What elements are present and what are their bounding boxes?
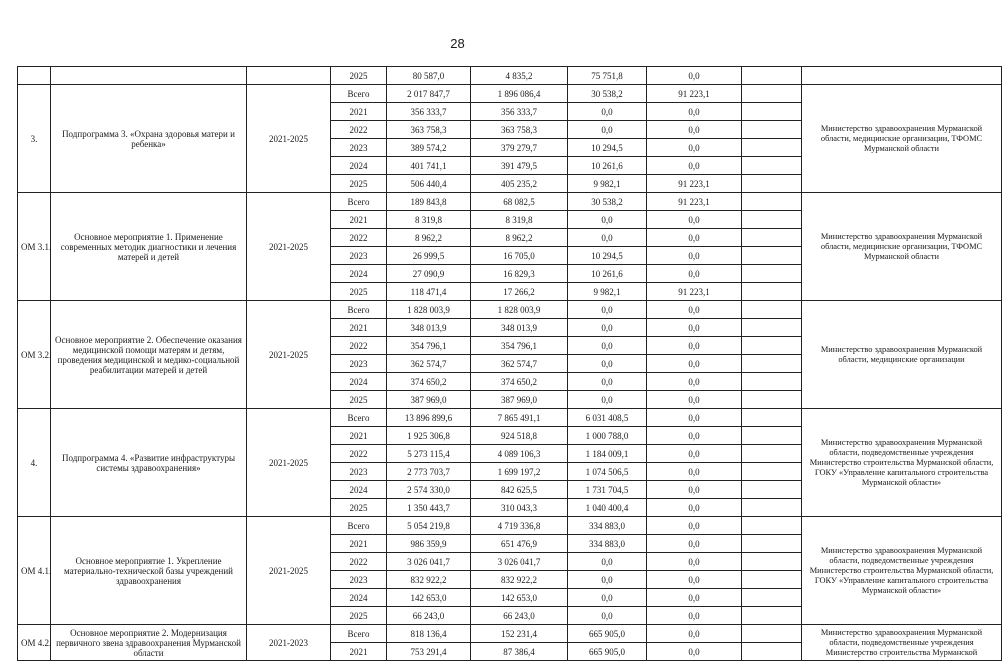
year-cell: Всего xyxy=(331,85,387,103)
amount-local: 0,0 xyxy=(647,499,742,517)
amount-local: 0,0 xyxy=(647,391,742,409)
amount-regional: 651 476,9 xyxy=(471,535,568,553)
item-name xyxy=(51,67,247,85)
amount-total: 80 587,0 xyxy=(387,67,471,85)
item-number: ОМ 4.2. xyxy=(18,625,51,661)
amount-local: 91 223,1 xyxy=(647,193,742,211)
amount-total: 389 574,2 xyxy=(387,139,471,157)
amount-other xyxy=(742,607,802,625)
amount-other xyxy=(742,85,802,103)
item-number: 3. xyxy=(18,85,51,193)
amount-federal: 0,0 xyxy=(568,121,647,139)
amount-total: 354 796,1 xyxy=(387,337,471,355)
item-executors: Министерство здравоохранения Мурманской области, подведомственные учреждения Министерство строительства Мурманской области, ГОКУ «Управление капитального строительства Мурманской области» xyxy=(802,409,1002,517)
page-number: 28 xyxy=(450,36,465,51)
table-row xyxy=(18,85,1002,103)
amount-regional: 1 896 086,4 xyxy=(471,85,568,103)
amount-other xyxy=(742,103,802,121)
amount-local: 91 223,1 xyxy=(647,85,742,103)
amount-federal: 10 261,6 xyxy=(568,265,647,283)
amount-other xyxy=(742,445,802,463)
amount-total: 1 828 003,9 xyxy=(387,301,471,319)
amount-total: 362 574,7 xyxy=(387,355,471,373)
year-cell: 2024 xyxy=(331,589,387,607)
item-name: Основное мероприятие 1. Укрепление материально-технической базы учреждений здравоохранения xyxy=(51,517,247,625)
year-cell: 2025 xyxy=(331,67,387,85)
year-cell: 2022 xyxy=(331,121,387,139)
year-cell: 2022 xyxy=(331,445,387,463)
amount-local: 0,0 xyxy=(647,607,742,625)
amount-federal: 0,0 xyxy=(568,337,647,355)
amount-regional: 310 043,3 xyxy=(471,499,568,517)
amount-federal: 10 261,6 xyxy=(568,157,647,175)
amount-other xyxy=(742,229,802,247)
amount-other xyxy=(742,337,802,355)
amount-federal: 0,0 xyxy=(568,301,647,319)
amount-local: 0,0 xyxy=(647,157,742,175)
amount-regional: 16 829,3 xyxy=(471,265,568,283)
amount-other xyxy=(742,247,802,265)
amount-federal: 665 905,0 xyxy=(568,625,647,643)
amount-local: 0,0 xyxy=(647,139,742,157)
amount-total: 118 471,4 xyxy=(387,283,471,301)
year-cell: Всего xyxy=(331,301,387,319)
year-cell: 2021 xyxy=(331,319,387,337)
table-row xyxy=(18,301,1002,319)
amount-federal: 0,0 xyxy=(568,355,647,373)
amount-local: 0,0 xyxy=(647,571,742,589)
amount-federal: 0,0 xyxy=(568,211,647,229)
amount-regional: 68 082,5 xyxy=(471,193,568,211)
amount-total: 2 773 703,7 xyxy=(387,463,471,481)
amount-other xyxy=(742,409,802,427)
amount-total: 5 054 219,8 xyxy=(387,517,471,535)
amount-other xyxy=(742,157,802,175)
amount-regional: 391 479,5 xyxy=(471,157,568,175)
amount-local: 0,0 xyxy=(647,103,742,121)
item-executors: Министерство здравоохранения Мурманской области, медицинские организации xyxy=(802,301,1002,409)
item-name: Подпрограмма 3. «Охрана здоровья матери и ребенка» xyxy=(51,85,247,193)
amount-total: 506 440,4 xyxy=(387,175,471,193)
table-row xyxy=(18,625,1002,643)
amount-local: 0,0 xyxy=(647,409,742,427)
amount-other xyxy=(742,391,802,409)
amount-regional: 924 518,8 xyxy=(471,427,568,445)
amount-regional: 152 231,4 xyxy=(471,625,568,643)
amount-federal: 0,0 xyxy=(568,229,647,247)
amount-total: 13 896 899,6 xyxy=(387,409,471,427)
item-number: ОМ 4.1. xyxy=(18,517,51,625)
amount-local: 0,0 xyxy=(647,427,742,445)
amount-regional: 17 266,2 xyxy=(471,283,568,301)
amount-other xyxy=(742,175,802,193)
amount-local: 0,0 xyxy=(647,121,742,139)
amount-local: 91 223,1 xyxy=(647,175,742,193)
year-cell: 2023 xyxy=(331,139,387,157)
amount-regional: 16 705,0 xyxy=(471,247,568,265)
amount-other xyxy=(742,553,802,571)
year-cell: 2022 xyxy=(331,337,387,355)
amount-federal: 1 040 400,4 xyxy=(568,499,647,517)
amount-other xyxy=(742,481,802,499)
item-period: 2021-2025 xyxy=(247,517,331,625)
amount-local: 0,0 xyxy=(647,67,742,85)
year-cell: 2022 xyxy=(331,229,387,247)
amount-local: 0,0 xyxy=(647,553,742,571)
year-cell: 2024 xyxy=(331,157,387,175)
item-executors: Министерство здравоохранения Мурманской области, медицинские организации, ТФОМС Мурманской области xyxy=(802,193,1002,301)
amount-local: 91 223,1 xyxy=(647,283,742,301)
amount-regional: 842 625,5 xyxy=(471,481,568,499)
item-executors: Министерство здравоохранения Мурманской области, подведомственные учреждения Министерство строительства Мурманской области, ГОКУ «Управление капитального строительства Мурманской области» xyxy=(802,517,1002,625)
amount-total: 348 013,9 xyxy=(387,319,471,337)
year-cell: 2021 xyxy=(331,535,387,553)
amount-local: 0,0 xyxy=(647,229,742,247)
amount-other xyxy=(742,355,802,373)
amount-total: 2 574 330,0 xyxy=(387,481,471,499)
amount-regional: 356 333,7 xyxy=(471,103,568,121)
year-cell: 2025 xyxy=(331,175,387,193)
amount-other xyxy=(742,643,802,661)
year-cell: 2025 xyxy=(331,391,387,409)
amount-total: 401 741,1 xyxy=(387,157,471,175)
amount-total: 818 136,4 xyxy=(387,625,471,643)
amount-federal: 0,0 xyxy=(568,553,647,571)
table-row xyxy=(18,67,1002,85)
item-number xyxy=(18,67,51,85)
amount-other xyxy=(742,319,802,337)
amount-total: 1 350 443,7 xyxy=(387,499,471,517)
amount-total: 3 026 041,7 xyxy=(387,553,471,571)
item-period: 2021-2025 xyxy=(247,85,331,193)
item-period: 2021-2025 xyxy=(247,409,331,517)
amount-federal: 0,0 xyxy=(568,319,647,337)
amount-regional: 8 319,8 xyxy=(471,211,568,229)
amount-other xyxy=(742,571,802,589)
year-cell: 2023 xyxy=(331,571,387,589)
amount-regional: 348 013,9 xyxy=(471,319,568,337)
amount-federal: 6 031 408,5 xyxy=(568,409,647,427)
amount-other xyxy=(742,67,802,85)
amount-federal: 665 905,0 xyxy=(568,643,647,661)
item-name: Основное мероприятие 2. Обеспечение оказания медицинской помощи матерям и детям, проведения медицинской и медико-социальной реабилитации матерей и детей xyxy=(51,301,247,409)
amount-local: 0,0 xyxy=(647,247,742,265)
amount-regional: 4 719 336,8 xyxy=(471,517,568,535)
amount-other xyxy=(742,265,802,283)
amount-federal: 1 731 704,5 xyxy=(568,481,647,499)
item-executors: Министерство здравоохранения Мурманской области, подведомственные учреждения Министерство строительства Мурманской xyxy=(802,625,1002,661)
amount-total: 189 843,8 xyxy=(387,193,471,211)
year-cell: 2023 xyxy=(331,463,387,481)
item-name: Подпрограмма 4. «Развитие инфраструктуры системы здравоохранения» xyxy=(51,409,247,517)
year-cell: 2021 xyxy=(331,103,387,121)
table-row xyxy=(18,193,1002,211)
amount-federal: 30 538,2 xyxy=(568,85,647,103)
amount-total: 26 999,5 xyxy=(387,247,471,265)
year-cell: 2022 xyxy=(331,553,387,571)
amount-local: 0,0 xyxy=(647,643,742,661)
item-period: 2021-2023 xyxy=(247,625,331,661)
amount-federal: 1 000 788,0 xyxy=(568,427,647,445)
amount-local: 0,0 xyxy=(647,445,742,463)
amount-federal: 0,0 xyxy=(568,589,647,607)
item-number: ОМ 3.1. xyxy=(18,193,51,301)
amount-other xyxy=(742,139,802,157)
item-executors xyxy=(802,67,1002,85)
amount-regional: 8 962,2 xyxy=(471,229,568,247)
year-cell: 2021 xyxy=(331,643,387,661)
item-period: 2021-2025 xyxy=(247,193,331,301)
amount-local: 0,0 xyxy=(647,481,742,499)
year-cell: 2024 xyxy=(331,265,387,283)
amount-regional: 87 386,4 xyxy=(471,643,568,661)
year-cell: Всего xyxy=(331,193,387,211)
amount-federal: 75 751,8 xyxy=(568,67,647,85)
amount-federal: 1 184 009,1 xyxy=(568,445,647,463)
amount-regional: 142 653,0 xyxy=(471,589,568,607)
year-cell: 2021 xyxy=(331,211,387,229)
amount-regional: 4 089 106,3 xyxy=(471,445,568,463)
item-number: ОМ 3.2. xyxy=(18,301,51,409)
amount-other xyxy=(742,283,802,301)
amount-total: 2 017 847,7 xyxy=(387,85,471,103)
year-cell: Всего xyxy=(331,625,387,643)
amount-other xyxy=(742,193,802,211)
amount-federal: 0,0 xyxy=(568,373,647,391)
amount-total: 66 243,0 xyxy=(387,607,471,625)
year-cell: 2024 xyxy=(331,481,387,499)
amount-regional: 362 574,7 xyxy=(471,355,568,373)
item-name: Основное мероприятие 1. Применение современных методик диагностики и лечения матерей и детей xyxy=(51,193,247,301)
budget-table xyxy=(17,66,1002,661)
amount-federal: 1 074 506,5 xyxy=(568,463,647,481)
amount-local: 0,0 xyxy=(647,355,742,373)
amount-total: 1 925 306,8 xyxy=(387,427,471,445)
amount-local: 0,0 xyxy=(647,625,742,643)
amount-regional: 1 699 197,2 xyxy=(471,463,568,481)
amount-total: 5 273 115,4 xyxy=(387,445,471,463)
table-row xyxy=(18,517,1002,535)
amount-federal: 0,0 xyxy=(568,571,647,589)
amount-total: 363 758,3 xyxy=(387,121,471,139)
amount-federal: 0,0 xyxy=(568,391,647,409)
amount-other xyxy=(742,499,802,517)
year-cell: 2024 xyxy=(331,373,387,391)
amount-regional: 354 796,1 xyxy=(471,337,568,355)
year-cell: 2025 xyxy=(331,499,387,517)
amount-regional: 363 758,3 xyxy=(471,121,568,139)
amount-local: 0,0 xyxy=(647,373,742,391)
amount-federal: 9 982,1 xyxy=(568,283,647,301)
amount-total: 27 090,9 xyxy=(387,265,471,283)
amount-total: 8 962,2 xyxy=(387,229,471,247)
year-cell: 2021 xyxy=(331,427,387,445)
amount-other xyxy=(742,625,802,643)
amount-other xyxy=(742,427,802,445)
amount-total: 356 333,7 xyxy=(387,103,471,121)
amount-local: 0,0 xyxy=(647,463,742,481)
amount-regional: 4 835,2 xyxy=(471,67,568,85)
amount-other xyxy=(742,463,802,481)
amount-other xyxy=(742,589,802,607)
amount-regional: 374 650,2 xyxy=(471,373,568,391)
year-cell: Всего xyxy=(331,409,387,427)
amount-total: 832 922,2 xyxy=(387,571,471,589)
item-name: Основное мероприятие 2. Модернизация первичного звена здравоохранения Мурманской области xyxy=(51,625,247,661)
item-executors: Министерство здравоохранения Мурманской области, медицинские организации, ТФОМС Мурманской области xyxy=(802,85,1002,193)
amount-local: 0,0 xyxy=(647,265,742,283)
amount-regional: 7 865 491,1 xyxy=(471,409,568,427)
amount-federal: 334 883,0 xyxy=(568,535,647,553)
year-cell: 2023 xyxy=(331,247,387,265)
amount-regional: 3 026 041,7 xyxy=(471,553,568,571)
amount-local: 0,0 xyxy=(647,211,742,229)
year-cell: 2025 xyxy=(331,283,387,301)
year-cell: Всего xyxy=(331,517,387,535)
amount-federal: 10 294,5 xyxy=(568,247,647,265)
amount-local: 0,0 xyxy=(647,319,742,337)
amount-federal: 30 538,2 xyxy=(568,193,647,211)
amount-total: 986 359,9 xyxy=(387,535,471,553)
amount-regional: 832 922,2 xyxy=(471,571,568,589)
amount-other xyxy=(742,211,802,229)
amount-local: 0,0 xyxy=(647,301,742,319)
amount-other xyxy=(742,373,802,391)
amount-other xyxy=(742,121,802,139)
amount-total: 142 653,0 xyxy=(387,589,471,607)
amount-local: 0,0 xyxy=(647,589,742,607)
item-period xyxy=(247,67,331,85)
amount-other xyxy=(742,535,802,553)
amount-local: 0,0 xyxy=(647,337,742,355)
item-number: 4. xyxy=(18,409,51,517)
year-cell: 2025 xyxy=(331,607,387,625)
amount-federal: 10 294,5 xyxy=(568,139,647,157)
amount-federal: 9 982,1 xyxy=(568,175,647,193)
amount-regional: 1 828 003,9 xyxy=(471,301,568,319)
amount-federal: 0,0 xyxy=(568,607,647,625)
amount-federal: 334 883,0 xyxy=(568,517,647,535)
amount-local: 0,0 xyxy=(647,517,742,535)
amount-federal: 0,0 xyxy=(568,103,647,121)
amount-other xyxy=(742,301,802,319)
amount-regional: 66 243,0 xyxy=(471,607,568,625)
amount-total: 8 319,8 xyxy=(387,211,471,229)
item-period: 2021-2025 xyxy=(247,301,331,409)
amount-total: 387 969,0 xyxy=(387,391,471,409)
amount-regional: 387 969,0 xyxy=(471,391,568,409)
amount-other xyxy=(742,517,802,535)
amount-local: 0,0 xyxy=(647,535,742,553)
year-cell: 2023 xyxy=(331,355,387,373)
amount-total: 753 291,4 xyxy=(387,643,471,661)
amount-regional: 379 279,7 xyxy=(471,139,568,157)
amount-total: 374 650,2 xyxy=(387,373,471,391)
table-row xyxy=(18,409,1002,427)
amount-regional: 405 235,2 xyxy=(471,175,568,193)
